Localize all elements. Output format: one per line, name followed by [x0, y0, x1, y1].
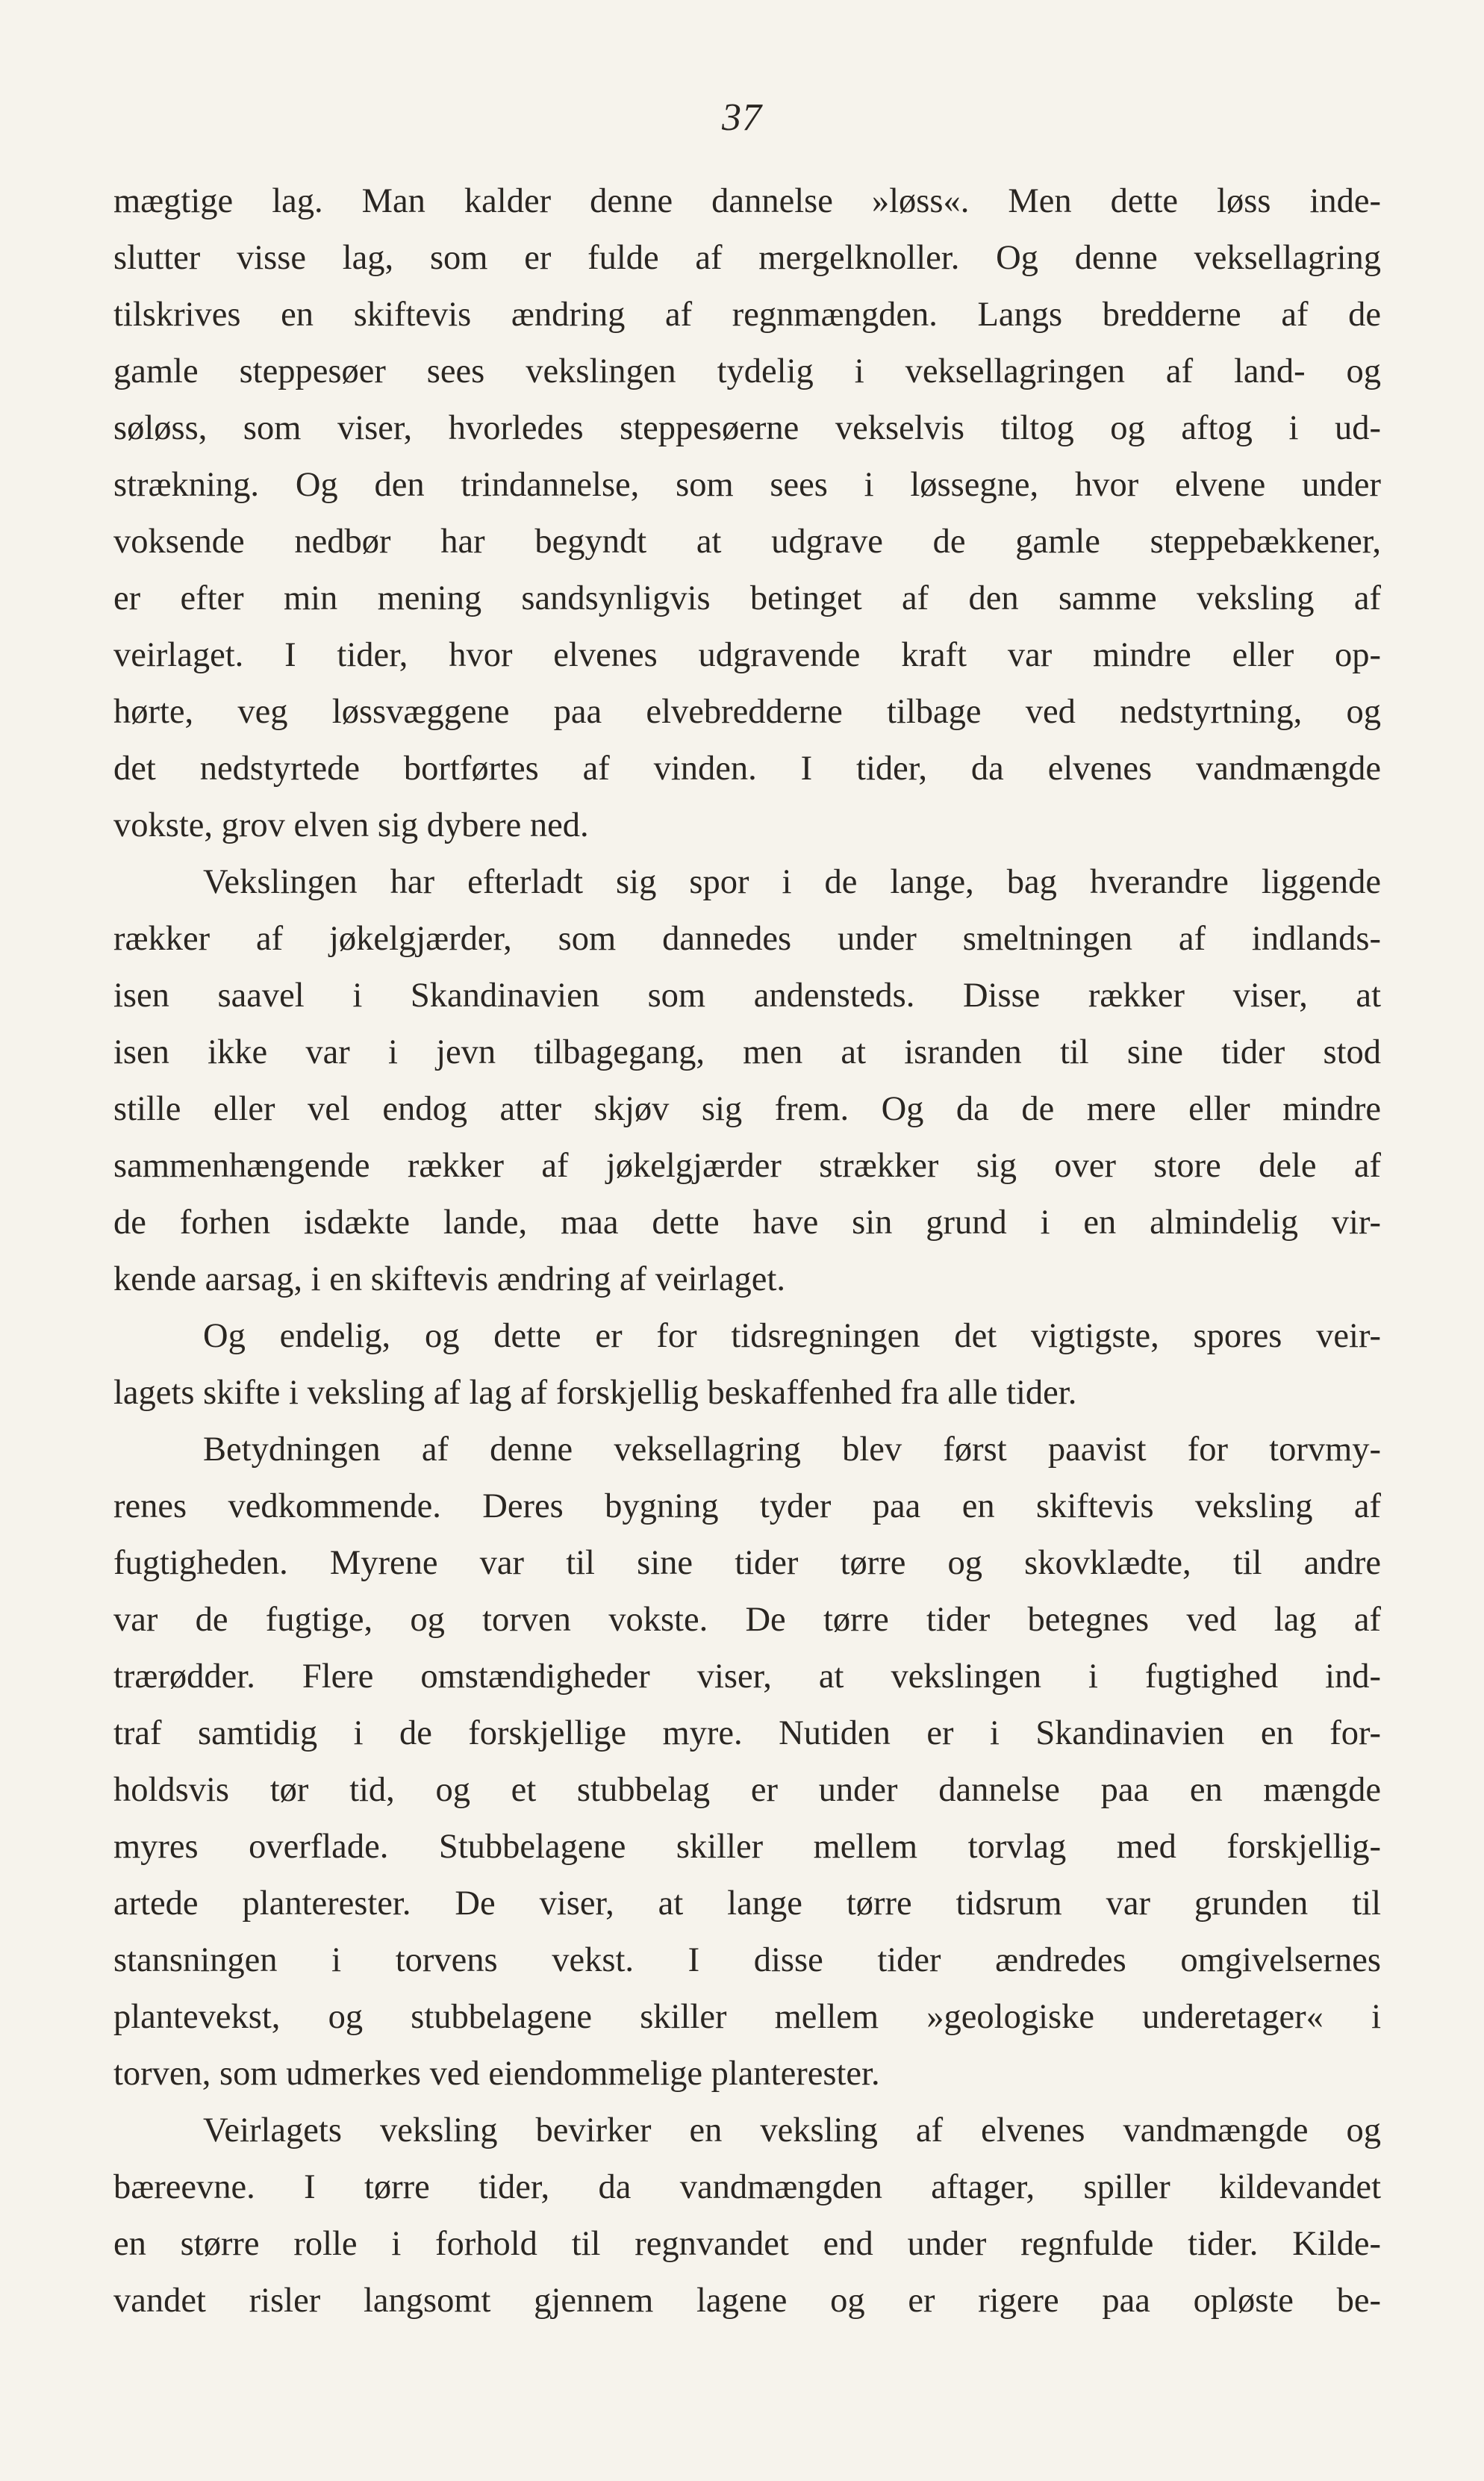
text-line: det nedstyrtede bortførtes af vinden. I tider, da elvenes vandmængde: [113, 750, 1381, 788]
text-line: bæreevne. I tørre tider, da vandmængden aftager, spiller kildevandet: [113, 2168, 1381, 2206]
text-line: Veirlagets veksling bevirker en veksling af elvenes vandmængde og: [203, 2111, 1381, 2150]
text-line: myres overflade. Stubbelagene skiller mellem torvlag med forskjellig-: [113, 1828, 1381, 1866]
text-line: stille eller vel endog atter skjøv sig frem. Og da de mere eller mindre: [113, 1090, 1381, 1128]
text-line: renes vedkommende. Deres bygning tyder paa en skiftevis veksling af: [113, 1487, 1381, 1525]
page-number: 37: [722, 96, 762, 139]
text-line: torven, som udmerkes ved eiendommelige planterester.: [113, 2055, 880, 2093]
text-line: isen ikke var i jevn tilbagegang, men at isranden til sine tider stod: [113, 1033, 1381, 1071]
text-line: Og endelig, og dette er for tidsregningen det vigtigste, spores veir-: [203, 1317, 1381, 1355]
paragraph: [113, 854, 1381, 1308]
text-line: isen saavel i Skandinavien som andensteds. Disse rækker viser, at: [113, 977, 1381, 1015]
text-line: trærødder. Flere omstændigheder viser, at vekslingen i fugtighed ind-: [113, 1657, 1381, 1696]
paragraph: [113, 173, 1381, 854]
text-line: er efter min mening sandsynligvis betinget af den samme veksling af: [113, 579, 1381, 617]
text-line: kende aarsag, i en skiftevis ændring af veirlaget.: [113, 1260, 785, 1298]
text-line: mægtige lag. Man kalder denne dannelse »løss«. Men dette løss inde-: [113, 182, 1381, 220]
text-line: stansningen i torvens vekst. I disse tider ændredes omgivelsernes: [113, 1941, 1381, 1979]
text-line: hørte, veg løssvæggene paa elvebredderne tilbage ved nedstyrtning, og: [113, 693, 1381, 731]
text-line: traf samtidig i de forskjellige myre. Nutiden er i Skandinavien en for-: [113, 1714, 1381, 1752]
text-line: Vekslingen har efterladt sig spor i de lange, bag hverandre liggende: [203, 863, 1381, 901]
text-line: plantevekst, og stubbelagene skiller mellem »geologiske underetager« i: [113, 1998, 1381, 2036]
text-line: lagets skifte i veksling af lag af forskjellig beskaffenhed fra alle tider.: [113, 1374, 1077, 1412]
body-text: [113, 173, 1381, 2329]
paragraph: [113, 1308, 1381, 1422]
text-line: artede planterester. De viser, at lange tørre tidsrum var grunden til: [113, 1884, 1381, 1923]
text-line: var de fugtige, og torven vokste. De tørre tider betegnes ved lag af: [113, 1601, 1381, 1639]
text-line: fugtigheden. Myrene var til sine tider tørre og skovklædte, til andre: [113, 1544, 1381, 1582]
paragraph: [113, 1422, 1381, 2102]
text-line: søløss, som viser, hvorledes steppesøerne vekselvis tiltog og aftog i ud-: [113, 409, 1381, 447]
text-line: strækning. Og den trindannelse, som sees i løssegne, hvor elvene under: [113, 466, 1381, 504]
text-line: en større rolle i forhold til regnvandet end under regnfulde tider. Kilde-: [113, 2225, 1381, 2263]
text-line: sammenhængende rækker af jøkelgjærder strækker sig over store dele af: [113, 1147, 1381, 1185]
text-line: voksende nedbør har begyndt at udgrave de gamle steppebækkener,: [113, 523, 1381, 561]
text-line: slutter visse lag, som er fulde af mergelknoller. Og denne veksellagring: [113, 239, 1381, 277]
text-line: de forhen isdækte lande, maa dette have sin grund i en almindelig vir-: [113, 1204, 1381, 1242]
text-line: tilskrives en skiftevis ændring af regnmængden. Langs bredderne af de: [113, 296, 1381, 334]
text-line: vandet risler langsomt gjennem lagene og er rigere paa opløste be-: [113, 2282, 1381, 2320]
text-line: veirlaget. I tider, hvor elvenes udgravende kraft var mindre eller op-: [113, 636, 1381, 674]
text-line: rækker af jøkelgjærder, som dannedes under smeltningen af indlands-: [113, 920, 1381, 958]
text-line: vokste, grov elven sig dybere ned.: [113, 806, 589, 844]
paragraph: [113, 2102, 1381, 2329]
text-line: holdsvis tør tid, og et stubbelag er under dannelse paa en mængde: [113, 1771, 1381, 1809]
text-line: gamle steppesøer sees vekslingen tydelig i veksellagringen af land- og: [113, 352, 1381, 390]
text-line: Betydningen af denne veksellagring blev først paavist for torvmy-: [203, 1431, 1381, 1469]
